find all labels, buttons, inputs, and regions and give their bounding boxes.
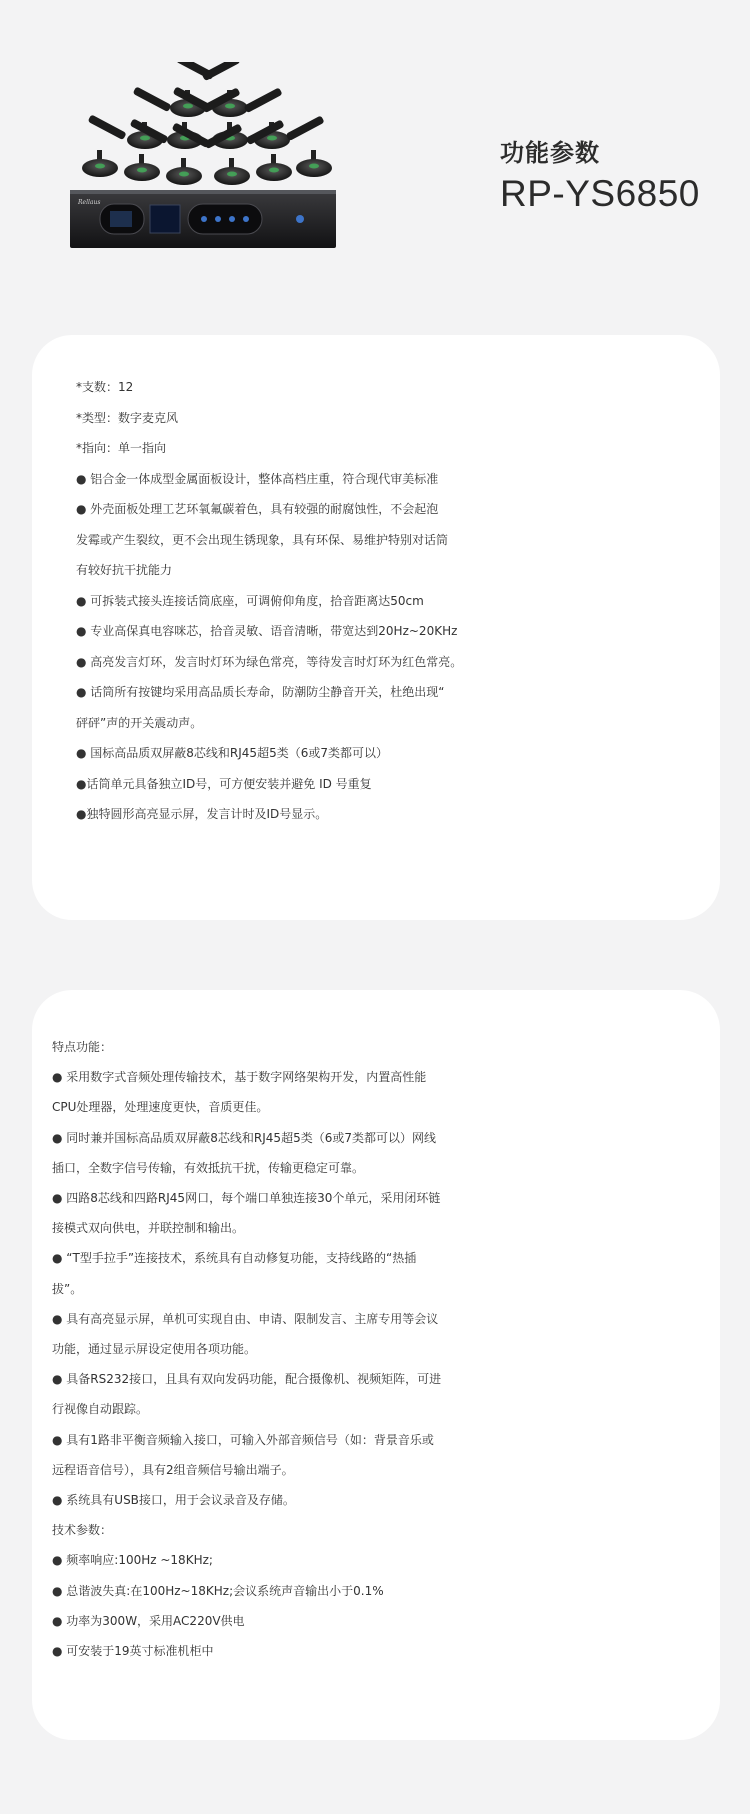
spec-card [32, 335, 720, 920]
brand-logo: Rellaus [78, 199, 101, 206]
feature-line: ● 具备RS232接口，且具有双向发码功能，配合摄像机、视频矩阵，可进 [52, 1372, 442, 1387]
feature-line: 行视像自动跟踪。 [52, 1402, 149, 1417]
spec-line: *类型：数字麦克风 [76, 410, 179, 425]
feature-line: ● 可安装于19英寸标准机柜中 [52, 1644, 214, 1659]
spec-line: ● 国标高品质双屏蔽8芯线和RJ45超5类（6或7类都可以） [76, 746, 388, 760]
spec-line: 有较好抗干扰能力 [76, 563, 173, 577]
section-label: 功能参数 [500, 139, 600, 167]
spec-line: ● 外壳面板处理工艺环氧氟碳着色，具有较强的耐腐蚀性，不会起泡 [76, 502, 439, 516]
spec-line: *支数：12 [76, 380, 134, 394]
feature-line: 插口，全数字信号传输，有效抵抗干扰，传输更稳定可靠。 [52, 1160, 365, 1175]
feature-line: CPU处理器，处理速度更快，音质更佳。 [52, 1100, 269, 1115]
spec-line: ●话筒单元具备独立ID号，可方便安装并避免 ID 号重复 [76, 776, 372, 791]
product-header [0, 0, 750, 310]
feature-line: ● 四路8芯线和四路RJ45网口，每个端口单独连接30个单元，采用闭环链 [52, 1191, 441, 1206]
feature-line: 接模式双向供电，并联控制和输出。 [52, 1221, 245, 1236]
feature-line: ● 系统具有USB接口，用于会议录音及存储。 [52, 1493, 295, 1508]
feature-line: ● “T型手拉手”连接技术，系统具有自动修复功能，支持线路的“热插 [52, 1251, 417, 1266]
spec-line: ● 话筒所有按键均采用高品质长寿命，防潮防尘静音开关，杜绝出现“ [76, 685, 445, 699]
product-image [70, 62, 400, 292]
feature-card [32, 990, 720, 1740]
spec-line: ● 可拆装式接头连接话筒底座，可调俯仰角度，拾音距离达50cm [76, 593, 424, 608]
spec-line: ● 高亮发言灯环，发言时灯环为绿色常亮，等待发言时灯环为红色常亮。 [76, 654, 463, 669]
model-number: RP-YS6850 [500, 173, 700, 214]
feature-line: ● 采用数字式音频处理传输技术，基于数字网络架构开发，内置高性能 [52, 1070, 427, 1085]
spec-line: ● 专业高保真电容咪芯，拾音灵敏、语音清晰，带宽达到20Hz~20KHz [76, 624, 458, 638]
feature-line: ● 具有高亮显示屏，单机可实现自由、申请、限制发言、主席专用等会议 [52, 1311, 439, 1326]
spec-line: 砰砰”声的开关震动声。 [76, 715, 203, 730]
feature-line: ● 频率响应:100Hz ~18KHz; [52, 1553, 213, 1568]
feature-line: 拔”。 [52, 1281, 83, 1296]
spec-line: 发霉或产生裂纹，更不会出现生锈现象，具有环保、易维护特别对话筒 [76, 532, 449, 547]
feature-line: 特点功能： [52, 1040, 113, 1054]
spec-line: *指向：单一指向 [76, 441, 167, 455]
feature-line: 功能，通过显示屏设定使用各项功能。 [52, 1342, 257, 1357]
feature-line: ● 具有1路非平衡音频输入接口，可输入外部音频信号（如：背景音乐或 [52, 1432, 434, 1447]
host-unit [70, 190, 336, 248]
feature-line: 远程语音信号），具有2组音频信号输出端子。 [52, 1462, 294, 1477]
spec-line: ● 铝合金一体成型金属面板设计，整体高档庄重，符合现代审美标准 [76, 471, 439, 486]
feature-line: 技术参数： [52, 1523, 113, 1538]
feature-line: ● 同时兼并国标高品质双屏蔽8芯线和RJ45超5类（6或7类都可以）网线 [52, 1130, 436, 1145]
feature-line: ● 总谐波失真:在100Hz~18KHz;会议系统声音输出小于0.1% [52, 1583, 384, 1598]
spec-line: ●独特圆形高亮显示屏，发言计时及ID号显示。 [76, 807, 328, 821]
feature-line: ● 功率为300W，采用AC220V供电 [52, 1613, 245, 1628]
